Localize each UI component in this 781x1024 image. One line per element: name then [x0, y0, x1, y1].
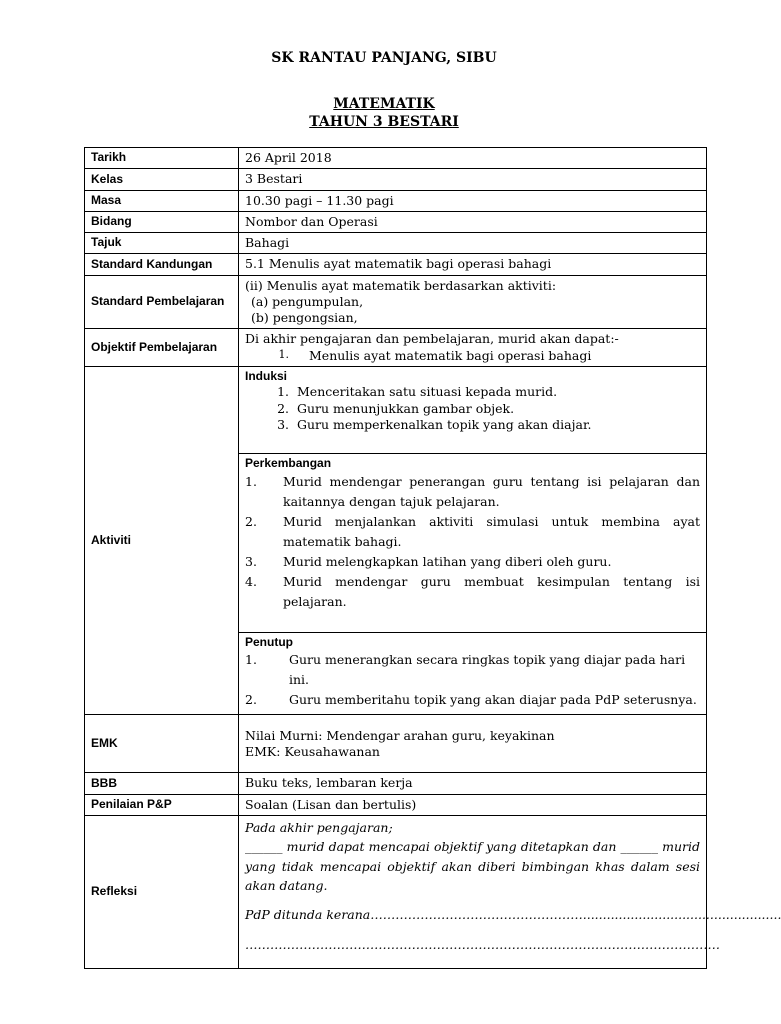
sp-line: (a) pengumpulan,: [251, 293, 364, 309]
label-bidang: Bidang: [85, 211, 239, 232]
list-number: 2.: [245, 692, 257, 708]
penutup-title: Penutup: [245, 634, 293, 649]
list-text: Murid melengkapkan latihan yang diberi oleh guru.: [283, 553, 612, 569]
emk-line: EMK: Keusahawanan: [245, 743, 380, 759]
row-objektif: [85, 329, 707, 367]
objektif-list: [245, 348, 700, 364]
section-penutup: [239, 633, 706, 715]
value-masa: 10.30 pagi – 11.30 pagi: [239, 190, 707, 211]
list-item: [245, 384, 700, 400]
list-number: 2.: [245, 513, 257, 529]
label-refleksi: Refleksi: [85, 815, 239, 968]
school-name: SK RANTAU PANJANG, SIBU: [271, 50, 497, 66]
perkembangan-title: Perkembangan: [245, 456, 332, 471]
refleksi-line: ______ murid dapat mencapai objektif yang ditetapkan dan ______ murid yang tidak mencapai objektif akan diberi bimbingan khas dalam sesi akan datang.: [245, 839, 700, 893]
label-emk: EMK: [85, 715, 239, 773]
list-text: Guru menerangkan secara ringkas topik yang diajar pada hari ini.: [289, 652, 686, 688]
objektif-intro: Di akhir pengajaran dan pembelajaran, murid akan dapat:-: [245, 331, 619, 347]
induksi-list: [245, 384, 700, 433]
value-tajuk: Bahagi: [239, 233, 707, 254]
label-standard-kandungan: Standard Kandungan: [85, 254, 239, 275]
induksi-title: Induksi: [245, 368, 288, 383]
sp-line: (ii) Menulis ayat matematik berdasarkan aktiviti:: [245, 277, 557, 293]
list-item: [245, 512, 700, 552]
class-title: TAHUN 3 BESTARI: [309, 114, 459, 130]
row-refleksi: [85, 815, 707, 968]
list-number: 1.: [278, 347, 289, 361]
list-number: 4.: [245, 573, 257, 589]
value-bidang: Nombor dan Operasi: [239, 211, 707, 232]
perkembangan-list: [245, 472, 700, 612]
list-number: 3.: [245, 553, 257, 569]
row-standard-kandungan: [85, 254, 707, 275]
list-text: Murid menjalankan aktiviti simulasi untuk membina ayat matematik bahagi.: [283, 513, 700, 549]
list-text: Menulis ayat matematik bagi operasi bahagi: [309, 347, 592, 363]
label-aktiviti: Aktiviti: [85, 366, 239, 715]
list-text: Menceritakan satu situasi kepada murid.: [297, 384, 558, 400]
list-item: [245, 401, 700, 417]
row-tarikh: [85, 148, 707, 169]
refleksi-line: Pada akhir pengajaran;: [245, 819, 393, 835]
label-masa: Masa: [85, 190, 239, 211]
list-number: 3.: [277, 416, 289, 432]
row-bidang: [85, 211, 707, 232]
list-item: [245, 690, 700, 710]
refleksi-line: PdP ditunda kerana……………………………………………..................................................: [245, 907, 781, 923]
row-kelas: [85, 169, 707, 190]
list-item: [245, 472, 700, 512]
list-item: [245, 552, 700, 572]
value-standard-pembelajaran: [239, 275, 707, 329]
value-aktiviti: [239, 366, 707, 715]
value-tarikh: 26 April 2018: [239, 148, 707, 169]
row-emk: [85, 715, 707, 773]
value-objektif: [239, 329, 707, 367]
value-bbb: Buku teks, lembaran kerja: [239, 773, 707, 794]
lesson-plan-table: [84, 147, 781, 969]
list-number: 1.: [245, 473, 257, 489]
value-emk: [239, 715, 707, 773]
list-text: Guru memperkenalkan topik yang akan diajar.: [297, 416, 592, 432]
refleksi-line: ……………………………………………………………………………………………………: [245, 936, 720, 952]
list-text: Guru memberitahu topik yang akan diajar pada PdP seterusnya.: [289, 692, 697, 708]
label-objektif: Objektif Pembelajaran: [85, 329, 239, 367]
list-text: Murid mendengar guru membuat kesimpulan tentang isi pelajaran.: [283, 573, 700, 609]
label-tarikh: Tarikh: [85, 148, 239, 169]
label-standard-pembelajaran: Standard Pembelajaran: [85, 275, 239, 329]
row-tajuk: [85, 233, 707, 254]
list-item: [245, 650, 700, 690]
list-number: 1.: [277, 384, 289, 400]
section-perkembangan: [239, 454, 706, 633]
section-induksi: [239, 367, 706, 454]
label-kelas: Kelas: [85, 169, 239, 190]
value-standard-kandungan: 5.1 Menulis ayat matematik bagi operasi bahagi: [239, 254, 707, 275]
list-item: [245, 348, 700, 364]
row-bbb: [85, 773, 707, 794]
value-penilaian: Soalan (Lisan dan bertulis): [239, 794, 707, 815]
label-penilaian: Penilaian P&P: [85, 794, 239, 815]
emk-line: Nilai Murni: Mendengar arahan guru, keyakinan: [245, 727, 555, 743]
value-refleksi: [239, 815, 781, 968]
row-standard-pembelajaran: [85, 275, 707, 329]
list-number: 2.: [277, 400, 289, 416]
row-penilaian: [85, 794, 707, 815]
list-item: [245, 417, 700, 433]
list-text: Guru menunjukkan gambar objek.: [297, 400, 515, 416]
row-masa: [85, 190, 707, 211]
penutup-list: [245, 650, 700, 710]
list-number: 1.: [245, 652, 257, 668]
subject-title: MATEMATIK: [333, 96, 435, 112]
label-tajuk: Tajuk: [85, 233, 239, 254]
list-text: Murid mendengar penerangan guru tentang isi pelajaran dan kaitannya dengan tajuk pelajaran.: [283, 473, 700, 509]
value-kelas: 3 Bestari: [239, 169, 707, 190]
label-bbb: BBB: [85, 773, 239, 794]
list-item: [245, 572, 700, 612]
sp-line: (b) pengongsian,: [251, 310, 358, 325]
row-aktiviti: [85, 366, 707, 715]
